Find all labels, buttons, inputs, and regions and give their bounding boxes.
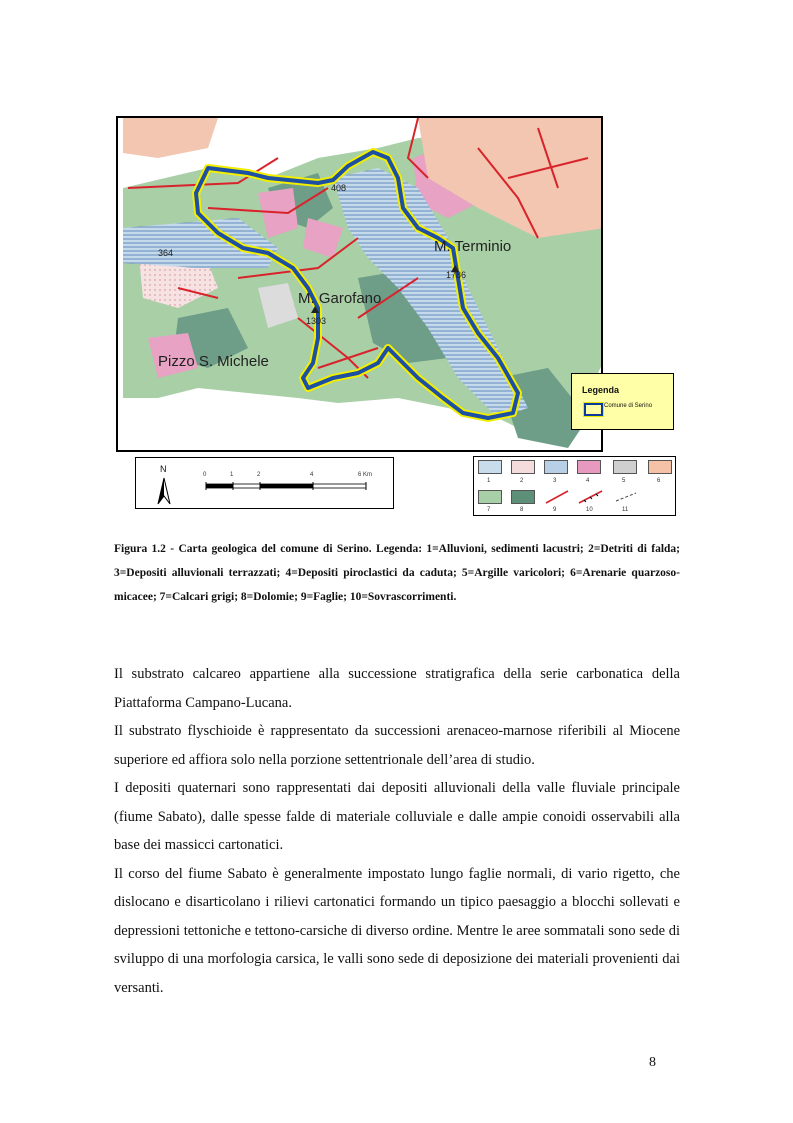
- body-text: [114, 660, 680, 1002]
- north-label: N: [160, 464, 167, 474]
- garofano-label: M. Garofano: [298, 290, 382, 307]
- legend-title: Legenda: [582, 385, 620, 395]
- scale-bar-box: [135, 457, 394, 509]
- legend-line-symbols: [474, 457, 677, 517]
- map-drawing: [118, 118, 603, 452]
- scale-tick: 2: [257, 472, 261, 478]
- legend-number: 8: [520, 507, 524, 513]
- paragraph: Il corso del fiume Sabato è generalmente impostato lungo faglie normali, di vario rigetto, che dislocano e disarticolano i rilievi cartonatici formando un tipico paesaggio a blocchi sollevati e depressioni tettoniche e tettono-carsiche di diverso ordine. Mentre le aree sommatali sono sede di sviluppo di una morfologia carsica, le valli sono sede di deposizione dei materiali provenienti dai versanti.: [114, 865, 680, 996]
- geological-map: [116, 116, 603, 452]
- pizzo-label: Pizzo S. Michele: [158, 353, 269, 370]
- legend-item-label: Comune di Serino: [604, 403, 653, 409]
- legend-number: 2: [520, 478, 524, 484]
- paragraph: Il substrato calcareo appartiene alla successione stratigrafica della serie carbonatica della Piattaforma Campano-Lucana.: [114, 666, 680, 711]
- paragraph: I depositi quaternari sono rappresentati dai depositi alluvionali della valle fluviale principale (fiume Sabato), dalle spesse falde di materiale colluviale e dalle ampie conoidi osservabili alla base dei massicci cartonatici.: [114, 780, 680, 853]
- boundary-symbol: [616, 493, 636, 501]
- geologic-units-legend: [473, 456, 676, 516]
- legend-number: 11: [622, 507, 629, 513]
- scale-drawing: [136, 458, 395, 510]
- legend-number: 1: [487, 478, 491, 484]
- legend-number: 4: [586, 478, 590, 484]
- scale-tick: 6 Km: [358, 472, 373, 478]
- page-number: 8: [649, 1055, 656, 1070]
- scale-tick: 0: [203, 472, 207, 478]
- quota-364-label: 364: [158, 248, 174, 258]
- legend-number: 5: [622, 478, 626, 484]
- fault-symbol: [546, 491, 568, 503]
- paragraph: Il substrato flyschioide è rappresentato da successioni arenaceo-marnose riferibili al Miocene superiore ed affiora solo nella porzione settentrionale dell’area di studio.: [114, 723, 680, 768]
- legend-number: 7: [487, 507, 491, 513]
- boundary-legend: [571, 373, 674, 430]
- quota-408-label: 408: [331, 183, 347, 193]
- scale-tick: 4: [310, 472, 314, 478]
- boundary-swatch: [584, 403, 603, 416]
- legend-number: 3: [553, 478, 557, 484]
- garofano-elev-label: 1303: [306, 316, 327, 326]
- terminio-label: M. Terminio: [434, 238, 512, 255]
- scale-tick: 1: [230, 472, 234, 478]
- figure-caption: Figura 1.2 - Carta geologica del comune di Serino. Legenda: 1=Alluvioni, sedimenti lacustri; 2=Detriti di falda; 3=Depositi alluvionali terrazzati; 4=Depositi piroclastici da caduta; 5=Argille varicolori; 6=Arenarie quarzoso-micacee; 7=Calcari grigi; 8=Dolomie; 9=Faglie; 10=Sovrascorrimenti.: [114, 543, 680, 603]
- legend-number: 6: [657, 478, 661, 484]
- legend-number: 9: [553, 507, 557, 513]
- legend-number: 10: [586, 507, 593, 513]
- terminio-elev-label: 1786: [446, 270, 467, 280]
